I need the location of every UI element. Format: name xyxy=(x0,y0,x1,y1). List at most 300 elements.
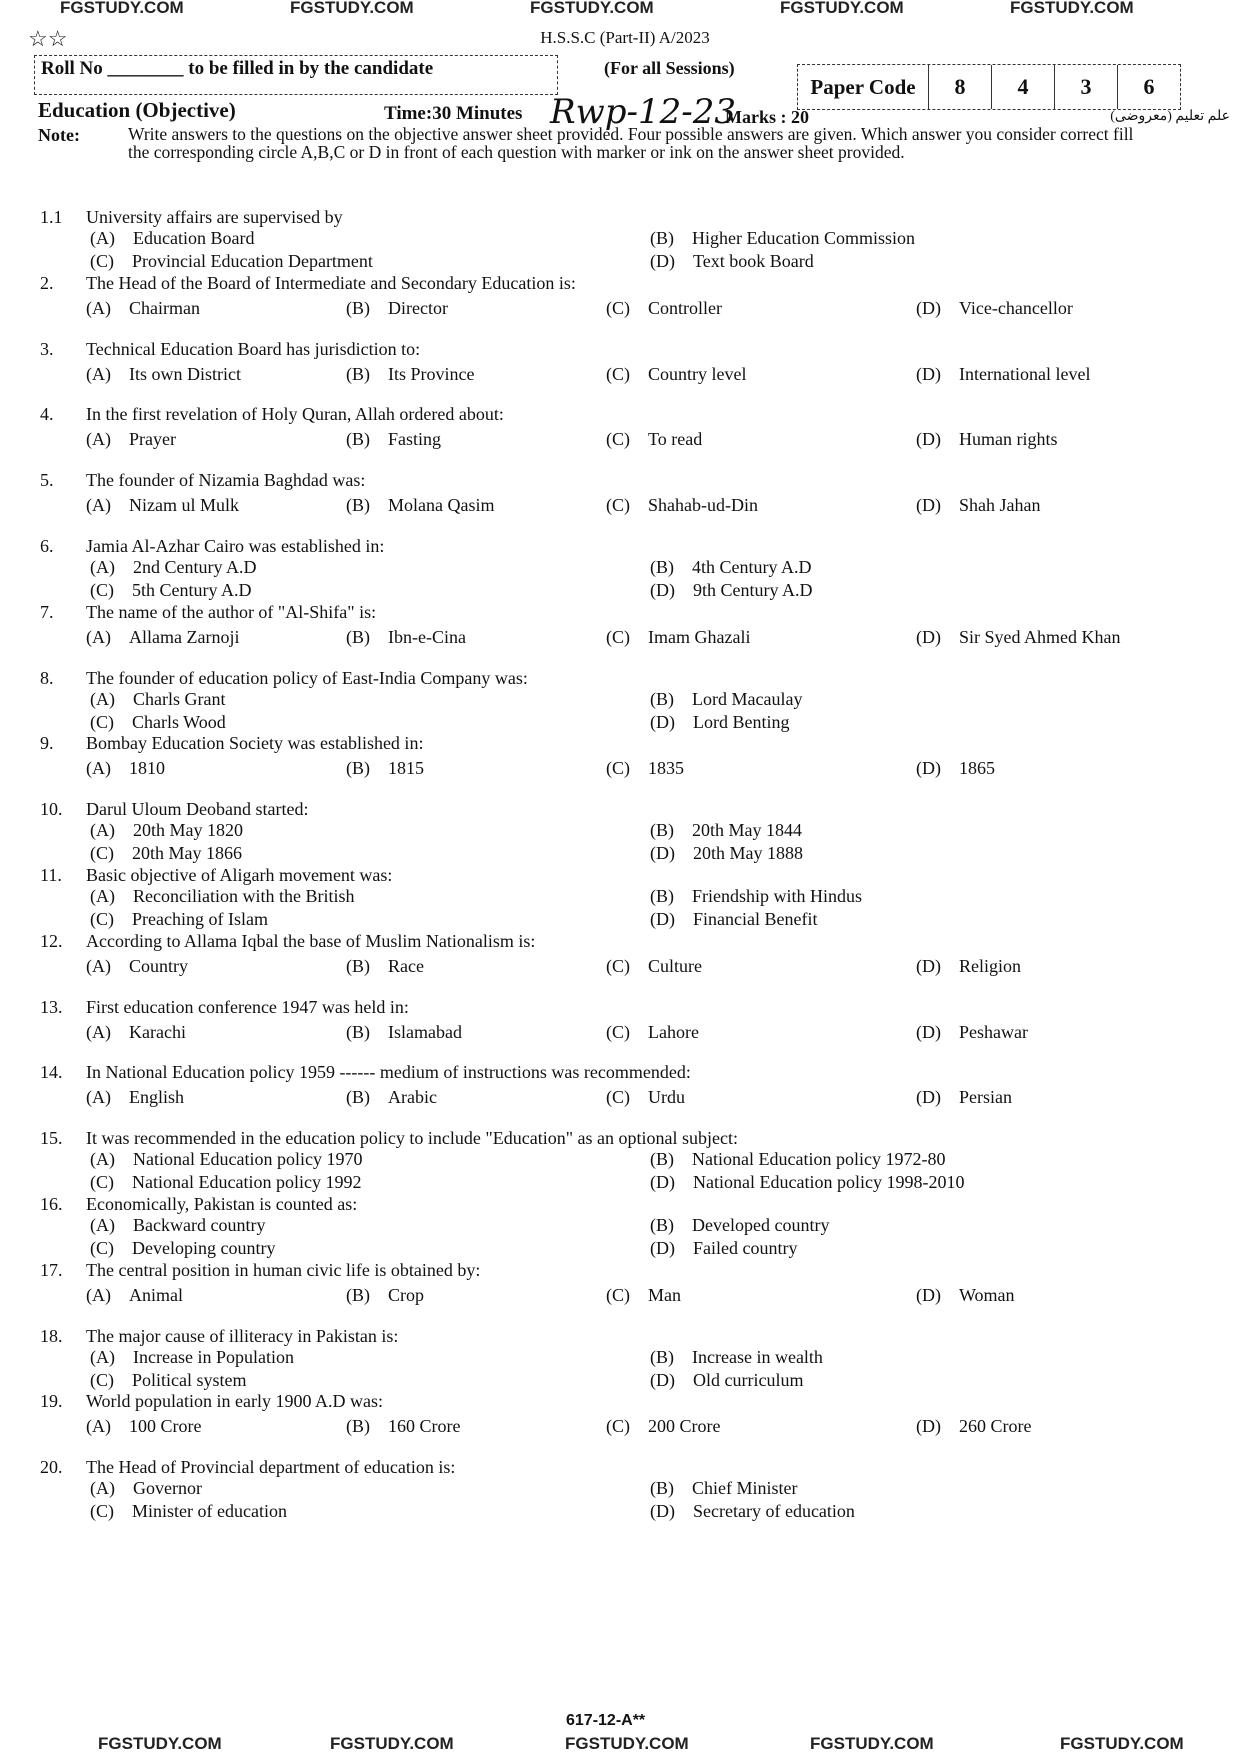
option-letter: (D) xyxy=(916,1416,941,1437)
question-number: 12. xyxy=(40,930,63,951)
option-letter: (A) xyxy=(90,1346,115,1367)
option-c xyxy=(606,364,916,385)
options xyxy=(90,557,1190,601)
option-text: 2nd Century A.D xyxy=(133,556,257,577)
option-letter: (B) xyxy=(346,626,370,647)
option-text: Culture xyxy=(648,955,702,976)
question-item xyxy=(40,273,1190,339)
option-text: Vice-chancellor xyxy=(959,297,1073,318)
option-b xyxy=(346,1285,606,1306)
exam-title: H.S.S.C (Part-II) A/2023 xyxy=(540,28,710,47)
option-text: Chief Minister xyxy=(692,1478,798,1499)
option-letter: (B) xyxy=(650,1478,674,1499)
option-text: 1815 xyxy=(388,758,424,779)
question-text: World population in early 1900 A.D was: xyxy=(86,1391,384,1412)
option-text: Failed country xyxy=(693,1237,798,1258)
option-letter: (C) xyxy=(90,908,114,929)
option-c xyxy=(90,251,650,272)
option-letter: (D) xyxy=(916,758,941,779)
option-b xyxy=(650,820,1210,841)
question-item xyxy=(40,931,1190,997)
question-text: The Head of the Board of Intermediate and Secondary Education is: xyxy=(86,272,576,293)
watermark: FGSTUDY.COM xyxy=(810,1734,934,1753)
option-letter: (C) xyxy=(90,843,114,864)
option-letter: (B) xyxy=(650,1346,674,1367)
option-c xyxy=(606,758,916,779)
option-a xyxy=(90,1478,650,1499)
paper-code-digit: 6 xyxy=(1117,65,1180,109)
option-text: Imam Ghazali xyxy=(648,626,751,647)
option-c xyxy=(606,627,916,648)
option-text: Karachi xyxy=(129,1021,186,1042)
option-text: Religion xyxy=(959,955,1021,976)
option-c xyxy=(90,843,650,864)
option-letter: (A) xyxy=(86,1021,111,1042)
option-d xyxy=(916,429,1216,450)
option-letter: (C) xyxy=(90,1172,114,1193)
option-letter: (B) xyxy=(346,363,370,384)
watermark: FGSTUDY.COM xyxy=(1060,1734,1184,1753)
option-c xyxy=(606,429,916,450)
option-text: 100 Crore xyxy=(129,1416,202,1437)
option-a xyxy=(90,886,650,907)
question-item xyxy=(40,339,1190,405)
option-c xyxy=(90,580,650,601)
option-letter: (A) xyxy=(86,626,111,647)
option-a xyxy=(86,758,346,779)
question-item xyxy=(40,668,1190,734)
watermark: FGSTUDY.COM xyxy=(530,0,654,17)
option-d xyxy=(916,298,1216,319)
options xyxy=(86,1416,1190,1437)
option-text: Controller xyxy=(648,297,722,318)
option-text: Preaching of Islam xyxy=(132,908,268,929)
option-b xyxy=(346,429,606,450)
option-a xyxy=(86,1087,346,1108)
question-text: Bombay Education Society was established in: xyxy=(86,733,424,754)
option-b xyxy=(650,1478,1210,1499)
option-text: Developing country xyxy=(132,1237,276,1258)
option-text: Islamabad xyxy=(388,1021,462,1042)
question-item xyxy=(40,536,1190,602)
option-text: Reconciliation with the British xyxy=(133,885,355,906)
option-c xyxy=(606,1087,916,1108)
option-letter: (B) xyxy=(650,688,674,709)
option-text: Shah Jahan xyxy=(959,495,1041,516)
option-letter: (A) xyxy=(86,758,111,779)
option-text: Old curriculum xyxy=(693,1369,804,1390)
option-b xyxy=(650,557,1210,578)
option-a xyxy=(90,1215,650,1236)
option-a xyxy=(90,557,650,578)
question-text: University affairs are supervised by xyxy=(86,207,343,227)
option-b xyxy=(650,689,1210,710)
option-letter: (A) xyxy=(86,1416,111,1437)
question-item xyxy=(40,470,1190,536)
question-item xyxy=(40,1128,1190,1194)
options xyxy=(86,956,1190,977)
option-text: Animal xyxy=(129,1284,183,1305)
question-item xyxy=(40,1326,1190,1392)
paper-code-digit: 4 xyxy=(991,65,1054,109)
option-d xyxy=(916,1285,1216,1306)
option-d xyxy=(650,1238,1210,1259)
option-text: Charls Grant xyxy=(133,688,226,709)
option-letter: (C) xyxy=(90,579,114,600)
option-d xyxy=(916,956,1216,977)
option-text: Allama Zarnoji xyxy=(129,626,240,647)
option-text: 160 Crore xyxy=(388,1416,461,1437)
option-letter: (C) xyxy=(606,626,630,647)
option-text: Governor xyxy=(133,1478,202,1499)
option-c xyxy=(90,1172,650,1193)
option-c xyxy=(606,298,916,319)
question-item xyxy=(40,799,1190,865)
watermark: FGSTUDY.COM xyxy=(330,1734,454,1753)
options xyxy=(86,298,1190,319)
option-letter: (B) xyxy=(346,1416,370,1437)
option-text: National Education policy 1992 xyxy=(132,1172,362,1193)
option-text: Its own District xyxy=(129,363,241,384)
option-a xyxy=(86,1285,346,1306)
question-item xyxy=(40,1391,1190,1457)
option-c xyxy=(90,1238,650,1259)
option-text: Fasting xyxy=(388,429,442,450)
option-c xyxy=(90,712,650,733)
option-text: Ibn-e-Cina xyxy=(388,626,466,647)
option-d xyxy=(916,1022,1216,1043)
option-text: Text book Board xyxy=(693,251,814,271)
option-letter: (A) xyxy=(90,228,115,248)
option-letter: (C) xyxy=(90,1237,114,1258)
option-letter: (B) xyxy=(650,885,674,906)
option-d xyxy=(916,1087,1216,1108)
option-letter: (A) xyxy=(86,955,111,976)
option-text: National Education policy 1970 xyxy=(133,1149,363,1170)
option-text: 20th May 1866 xyxy=(132,843,242,864)
option-text: Country xyxy=(129,955,189,976)
option-b xyxy=(346,956,606,977)
option-text: 1810 xyxy=(129,758,165,779)
watermark: FGSTUDY.COM xyxy=(290,0,414,17)
option-text: 260 Crore xyxy=(959,1416,1032,1437)
option-c xyxy=(606,1285,916,1306)
question-number: 15. xyxy=(40,1128,63,1149)
option-a xyxy=(90,1149,650,1170)
question-text: The name of the author of "Al-Shifa" is: xyxy=(86,601,377,622)
options xyxy=(86,1022,1190,1043)
options xyxy=(90,1478,1190,1522)
sessions-label: (For all Sessions) xyxy=(604,58,735,78)
option-b xyxy=(650,1149,1210,1170)
option-b xyxy=(346,1022,606,1043)
question-number: 13. xyxy=(40,996,63,1017)
option-letter: (D) xyxy=(916,955,941,976)
question-item xyxy=(40,1260,1190,1326)
option-text: Its Province xyxy=(388,363,475,384)
option-text: Secretary of education xyxy=(693,1501,855,1522)
option-b xyxy=(650,228,1210,249)
options xyxy=(86,758,1190,779)
options xyxy=(86,1087,1190,1108)
option-a xyxy=(90,1347,650,1368)
marks-label: Marks : 20 xyxy=(725,107,809,127)
option-a xyxy=(90,820,650,841)
paper-code-label: Paper Code xyxy=(810,74,916,99)
option-text: Country level xyxy=(648,363,747,384)
option-d xyxy=(650,1501,1210,1522)
option-letter: (C) xyxy=(606,1021,630,1042)
option-text: Increase in wealth xyxy=(692,1346,823,1367)
question-text: The founder of Nizamia Baghdad was: xyxy=(86,470,366,491)
question-text: Darul Uloum Deoband started: xyxy=(86,799,309,820)
option-text: Prayer xyxy=(129,429,176,450)
options xyxy=(90,1149,1190,1193)
option-c xyxy=(606,1022,916,1043)
options xyxy=(86,364,1190,385)
question-number: 18. xyxy=(40,1325,63,1346)
option-letter: (D) xyxy=(916,495,941,516)
option-a xyxy=(86,1416,346,1437)
option-c xyxy=(90,1501,650,1522)
option-d xyxy=(916,1416,1216,1437)
option-text: 20th May 1820 xyxy=(133,820,243,841)
option-text: Race xyxy=(388,955,424,976)
option-letter: (D) xyxy=(916,1021,941,1042)
question-text: Economically, Pakistan is counted as: xyxy=(86,1193,358,1214)
option-letter: (D) xyxy=(650,251,675,271)
options xyxy=(90,820,1190,864)
questions-list xyxy=(40,207,1190,1523)
question-item xyxy=(40,602,1190,668)
options xyxy=(90,228,1190,272)
option-letter: (D) xyxy=(650,1237,675,1258)
question-item xyxy=(40,404,1190,470)
options xyxy=(86,627,1190,648)
option-letter: (C) xyxy=(606,363,630,384)
option-letter: (C) xyxy=(90,711,114,732)
option-letter: (B) xyxy=(346,429,370,450)
option-letter: (C) xyxy=(90,1501,114,1522)
option-c xyxy=(606,956,916,977)
option-b xyxy=(346,364,606,385)
option-b xyxy=(346,758,606,779)
watermark: FGSTUDY.COM xyxy=(565,1734,689,1753)
option-b xyxy=(650,1215,1210,1236)
question-text: According to Allama Iqbal the base of Muslim Nationalism is: xyxy=(86,930,536,951)
option-letter: (D) xyxy=(650,908,675,929)
question-text: The central position in human civic life is obtained by: xyxy=(86,1259,481,1280)
option-text: Friendship with Hindus xyxy=(692,885,863,906)
question-text: Technical Education Board has jurisdiction to: xyxy=(86,338,421,359)
options xyxy=(86,1285,1190,1306)
watermark: FGSTUDY.COM xyxy=(1010,0,1134,17)
question-number: 7. xyxy=(40,601,54,622)
option-text: Persian xyxy=(959,1087,1012,1108)
option-d xyxy=(916,364,1216,385)
question-number: 3. xyxy=(40,338,54,359)
question-number: 11. xyxy=(40,864,62,885)
question-number: 6. xyxy=(40,535,54,556)
option-b xyxy=(650,886,1210,907)
option-text: Lahore xyxy=(648,1021,699,1042)
option-text: Charls Wood xyxy=(132,711,226,732)
question-text: Jamia Al-Azhar Cairo was established in: xyxy=(86,535,385,556)
question-item xyxy=(40,733,1190,799)
option-letter: (D) xyxy=(650,711,675,732)
option-a xyxy=(86,364,346,385)
question-text: The founder of education policy of East-India Company was: xyxy=(86,667,528,688)
options xyxy=(90,1215,1190,1259)
option-text: 200 Crore xyxy=(648,1416,721,1437)
option-text: 20th May 1844 xyxy=(692,820,802,841)
option-letter: (B) xyxy=(346,1021,370,1042)
question-number: 5. xyxy=(40,470,54,491)
option-text: Peshawar xyxy=(959,1021,1028,1042)
option-text: Lord Macaulay xyxy=(692,688,803,709)
option-d xyxy=(650,712,1210,733)
option-text: Lord Benting xyxy=(693,711,790,732)
option-c xyxy=(90,909,650,930)
watermark: FGSTUDY.COM xyxy=(780,0,904,17)
option-a xyxy=(86,627,346,648)
option-letter: (C) xyxy=(606,495,630,516)
option-letter: (D) xyxy=(650,843,675,864)
option-d xyxy=(650,580,1210,601)
option-letter: (D) xyxy=(916,1284,941,1305)
option-letter: (D) xyxy=(916,626,941,647)
question-item xyxy=(40,1194,1190,1260)
option-a xyxy=(86,1022,346,1043)
question-number: 2. xyxy=(40,272,54,293)
note-text: Write answers to the questions on the objective answer sheet provided. Four possible answers are given. Which answer you consider correct fill the corresponding circle A,B,C or D in front of each question with marker or ink on the answer sheet provided. xyxy=(128,124,1134,162)
option-d xyxy=(650,1370,1210,1391)
option-letter: (A) xyxy=(86,1284,111,1305)
question-number: 20. xyxy=(40,1457,63,1478)
option-letter: (B) xyxy=(346,758,370,779)
option-letter: (C) xyxy=(606,1416,630,1437)
question-item xyxy=(40,997,1190,1063)
option-b xyxy=(346,298,606,319)
question-text: First education conference 1947 was held in: xyxy=(86,996,409,1017)
option-letter: (B) xyxy=(346,495,370,516)
option-letter: (D) xyxy=(916,1087,941,1108)
option-letter: (D) xyxy=(650,579,675,600)
option-d xyxy=(650,1172,1210,1193)
option-letter: (D) xyxy=(916,363,941,384)
question-number: 16. xyxy=(40,1193,63,1214)
paper-code-digit: 3 xyxy=(1054,65,1117,109)
option-a xyxy=(86,298,346,319)
question-number: 1.1 xyxy=(40,207,63,227)
option-letter: (A) xyxy=(90,556,115,577)
question-text: In the first revelation of Holy Quran, Allah ordered about: xyxy=(86,404,504,425)
option-d xyxy=(650,251,1210,272)
option-letter: (B) xyxy=(650,820,674,841)
option-text: 1865 xyxy=(959,758,995,779)
option-letter: (C) xyxy=(606,955,630,976)
question-text: It was recommended in the education policy to include "Education" as an optional subject: xyxy=(86,1128,739,1149)
question-number: 9. xyxy=(40,733,54,754)
option-d xyxy=(916,495,1216,516)
option-letter: (A) xyxy=(86,495,111,516)
stars-icon: ☆☆ xyxy=(28,26,68,51)
option-letter: (B) xyxy=(346,1284,370,1305)
options xyxy=(86,495,1190,516)
option-c xyxy=(90,1370,650,1391)
option-letter: (B) xyxy=(650,1214,674,1235)
option-letter: (B) xyxy=(650,228,674,248)
option-letter: (B) xyxy=(346,297,370,318)
option-text: 5th Century A.D xyxy=(132,579,252,600)
question-item xyxy=(40,207,1190,273)
option-text: International level xyxy=(959,363,1091,384)
option-letter: (B) xyxy=(650,1149,674,1170)
question-text: The major cause of illiteracy in Pakistan is: xyxy=(86,1325,399,1346)
option-text: Shahab-ud-Din xyxy=(648,495,758,516)
option-text: Man xyxy=(648,1284,681,1305)
question-text: The Head of Provincial department of education is: xyxy=(86,1457,456,1478)
option-d xyxy=(650,843,1210,864)
option-text: Human rights xyxy=(959,429,1058,450)
option-letter: (C) xyxy=(606,1087,630,1108)
option-letter: (D) xyxy=(650,1369,675,1390)
option-text: Developed country xyxy=(692,1214,830,1235)
options xyxy=(90,1347,1190,1391)
option-letter: (C) xyxy=(606,429,630,450)
question-text: In National Education policy 1959 ------ medium of instructions was recommended: xyxy=(86,1062,691,1083)
option-text: Political system xyxy=(132,1369,247,1390)
option-letter: (D) xyxy=(650,1172,675,1193)
option-letter: (D) xyxy=(916,297,941,318)
option-letter: (A) xyxy=(90,1149,115,1170)
note-label: Note: xyxy=(38,125,80,145)
option-text: National Education policy 1998-2010 xyxy=(693,1172,965,1193)
option-letter: (C) xyxy=(90,1369,114,1390)
option-text: Woman xyxy=(959,1284,1015,1305)
subject-title: Education (Objective) xyxy=(38,98,236,122)
option-d xyxy=(916,758,1216,779)
option-a xyxy=(90,689,650,710)
option-text: Education Board xyxy=(133,228,255,248)
option-text: To read xyxy=(648,429,703,450)
option-letter: (A) xyxy=(90,1214,115,1235)
option-text: Backward country xyxy=(133,1214,266,1235)
paper-code-digit: 8 xyxy=(928,65,991,109)
question-number: 17. xyxy=(40,1259,63,1280)
watermark: FGSTUDY.COM xyxy=(98,1734,222,1753)
question-item xyxy=(40,865,1190,931)
option-d xyxy=(650,909,1210,930)
option-text: 20th May 1888 xyxy=(693,843,803,864)
option-text: Arabic xyxy=(388,1087,437,1108)
option-b xyxy=(346,495,606,516)
option-text: 1835 xyxy=(648,758,684,779)
option-text: Nizam ul Mulk xyxy=(129,495,239,516)
watermark: FGSTUDY.COM xyxy=(60,0,184,17)
option-b xyxy=(650,1347,1210,1368)
option-a xyxy=(90,228,650,249)
question-number: 8. xyxy=(40,667,54,688)
question-number: 14. xyxy=(40,1062,63,1083)
option-text: English xyxy=(129,1087,185,1108)
question-text: Basic objective of Aligarh movement was: xyxy=(86,864,393,885)
option-a xyxy=(86,956,346,977)
handwritten-note: Rwp-12-23 xyxy=(550,92,736,132)
options xyxy=(90,886,1190,930)
question-number: 10. xyxy=(40,799,63,820)
option-letter: (A) xyxy=(90,1478,115,1499)
